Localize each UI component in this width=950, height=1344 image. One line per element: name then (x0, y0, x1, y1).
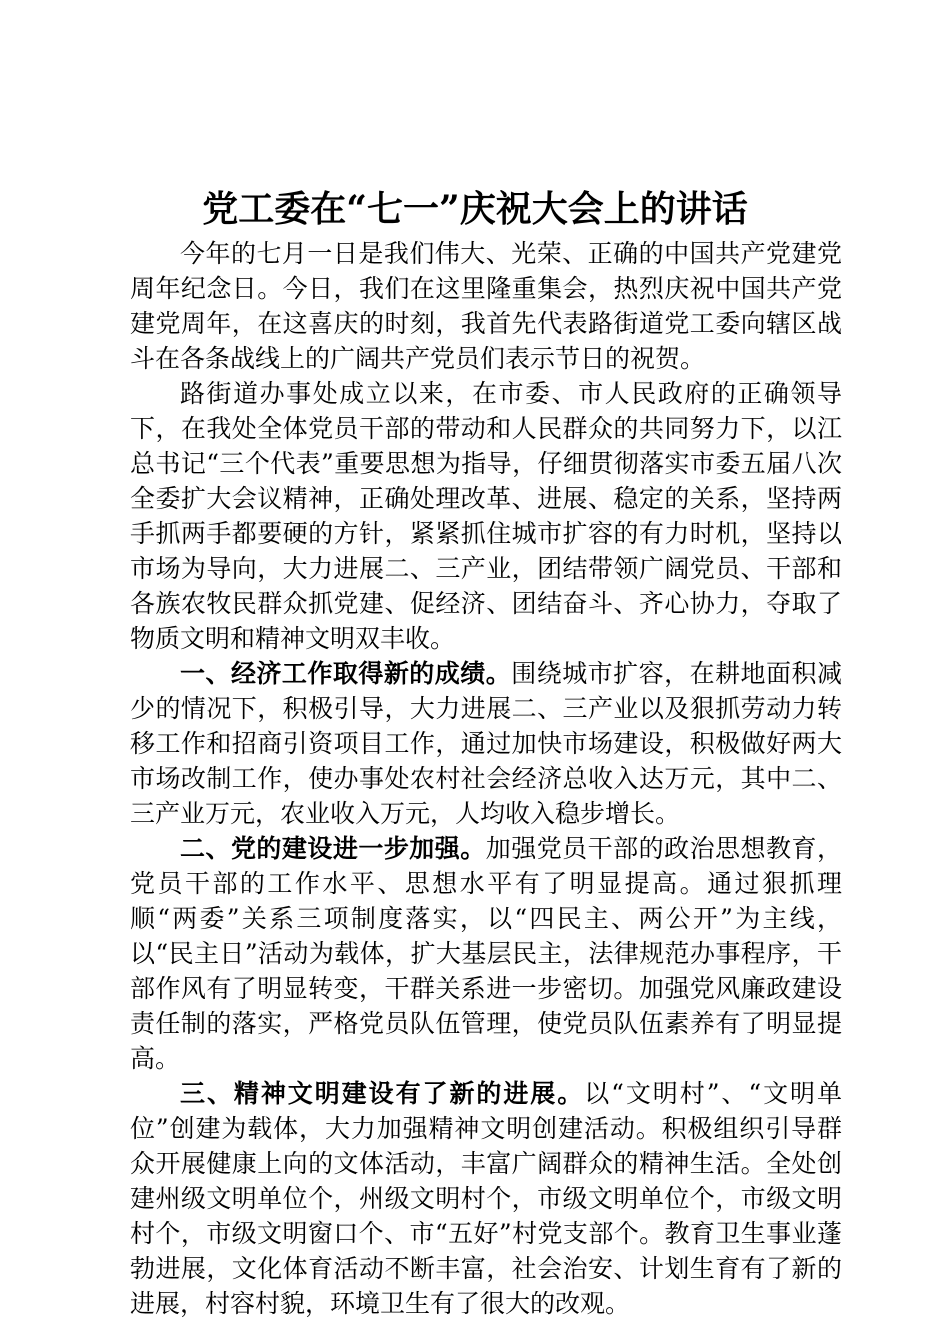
paragraph-overview (130, 376, 842, 656)
section-heading: 二、党的建设进一步加强。 (180, 834, 486, 863)
document-body (130, 236, 842, 1321)
paragraph-party-building (130, 831, 842, 1076)
paragraph-text: 以“文明村”、“文明单位”创建为载体，大力加强精神文明创建活动。积极组织引导群众开展健康上向的文体活动，丰富广阔群众的精神生活。全处创建州级文明单位个，州级文明村个，市级文明单位个，市级文明村个，市级文明窗口个、市“五好”村党支部个。教育卫生事业蓬勃进展，文化体育活动不断丰富，社会治安、计划生育有了新的进展，村容村貌，环境卫生有了很大的改观。 (130, 1079, 842, 1318)
paragraph-text: 路街道办事处成立以来，在市委、市人民政府的正确领导下，在我处全体党员干部的带动和人民群众的共同努力下，以江总书记“三个代表”重要思想为指导，仔细贯彻落实市委五届八次全委扩大会议精神，正确处理改革、进展、稳定的关系，坚持两手抓两手都要硬的方针，紧紧抓住城市扩容的有力时机，坚持以市场为导向，大力进展二、三产业，团结带领广阔党员、干部和各族农牧民群众抓党建、促经济、团结奋斗、齐心协力，夺取了物质文明和精神文明双丰收。 (130, 379, 842, 653)
paragraph-economy (130, 656, 842, 831)
document-title: 党工委在“七一”庆祝大会上的讲话 (202, 188, 748, 230)
paragraph-text: 加强党员干部的政治思想教育，党员干部的工作水平、思想水平有了明显提高。通过狠抓理顺“两委”关系三项制度落实，以“四民主、两公开”为主线，以“民主日”活动为载体，扩大基层民主，法律规范办事程序，干部作风有了明显转变，干群关系进一步密切。加强党风廉政建设责任制的落实，严格党员队伍管理，使党员队伍素养有了明显提高。 (130, 834, 842, 1073)
paragraph-civilization (130, 1076, 842, 1321)
paragraph-intro (130, 236, 842, 376)
section-heading: 三、精神文明建设有了新的进展。 (180, 1079, 585, 1108)
paragraph-text: 围绕城市扩容，在耕地面积减少的情况下，积极引导，大力进展二、三产业以及狠抓劳动力转移工作和招商引资项目工作，通过加快市场建设，积极做好两大市场改制工作，使办事处农村社会经济总收入达万元，其中二、三产业万元，农业收入万元，人均收入稳步增长。 (130, 659, 842, 828)
section-heading: 一、经济工作取得新的成绩。 (180, 659, 512, 688)
paragraph-text: 今年的七月一日是我们伟大、光荣、正确的中国共产党建党周年纪念日。今日，我们在这里隆重集会，热烈庆祝中国共产党建党周年，在这喜庆的时刻，我首先代表路街道党工委向辖区战斗在各条战线上的广阔共产党员们表示节日的祝贺。 (130, 239, 842, 373)
